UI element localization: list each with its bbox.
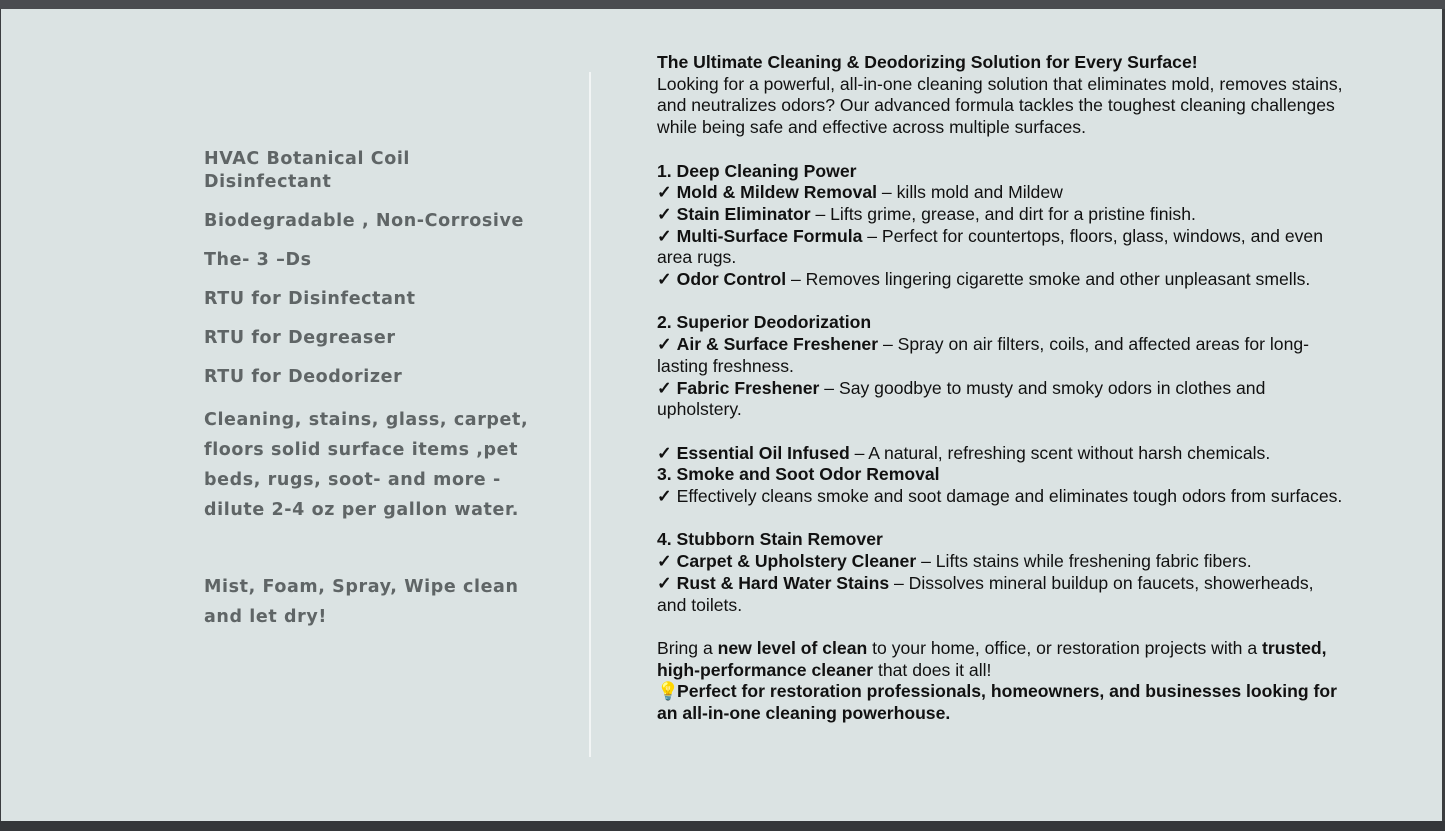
check-icon: ✓ — [657, 203, 672, 224]
lightbulb-icon: 💡 — [657, 681, 679, 702]
window-bottom-bar — [0, 821, 1445, 831]
description-intro: Looking for a powerful, all-in-one cleaning solution that eliminates mold, removes stains, and neutralizes odors? Our advanced formula tackles the toughest cleaning challenges while being safe and effective across multiple surfaces. — [657, 73, 1343, 138]
feature-item: ✓ Odor Control – Removes lingering cigarette smoke and other unpleasant smells. — [657, 269, 1311, 290]
feature-item: ✓ Fabric Freshener – Say goodbye to musty and smoky odors in clothes and upholstery. — [657, 377, 1266, 420]
summary-line-product: HVAC Botanical Coil Disinfectant — [204, 149, 411, 192]
summary-line-properties: Biodegradable , Non-Corrosive — [204, 211, 524, 231]
feature-item: ✓ Rust & Hard Water Stains – Dissolves mineral buildup on faucets, showerheads, and toilets. — [657, 572, 1314, 615]
left-summary-column — [204, 148, 544, 632]
right-description-column — [657, 52, 1347, 725]
check-icon: ✓ — [657, 269, 672, 290]
feature-item: ✓ Carpet & Upholstery Cleaner – Lifts stains while freshening fabric fibers. — [657, 551, 1252, 572]
section-heading-deodorization: 2. Superior Deodorization — [657, 312, 872, 333]
feature-item: ✓ Multi-Surface Formula – Perfect for countertops, floors, glass, windows, and even area rugs. — [657, 225, 1323, 268]
section-heading-deep-cleaning: 1. Deep Cleaning Power — [657, 160, 857, 181]
section-heading-smoke-soot: 3. Smoke and Soot Odor Removal — [657, 464, 940, 485]
check-icon: ✓ — [657, 486, 672, 507]
feature-item: ✓ Mold & Mildew Removal – kills mold and Mildew — [657, 182, 1063, 203]
summary-instructions: Mist, Foam, Spray, Wipe clean and let dry! — [204, 577, 519, 627]
check-icon: ✓ — [657, 377, 672, 398]
check-icon: ✓ — [657, 551, 672, 572]
summary-line-disinfectant: RTU for Disinfectant — [204, 289, 416, 309]
summary-line-three-ds: The- 3 –Ds — [204, 250, 312, 270]
summary-line-deodorizer: RTU for Deodorizer — [204, 367, 403, 387]
feature-item: ✓ Stain Eliminator – Lifts grime, grease, and dirt for a pristine finish. — [657, 203, 1196, 224]
check-icon: ✓ — [657, 442, 672, 463]
column-divider — [589, 72, 591, 757]
feature-item: ✓ Air & Surface Freshener – Spray on air filters, coils, and affected areas for long-lasting freshness. — [657, 334, 1310, 376]
check-icon: ✓ — [657, 182, 672, 203]
summary-usage: Cleaning, stains, glass, carpet, floors solid surface items ,pet beds, rugs, soot- and more -dilute 2-4 oz per gallon water. — [204, 410, 529, 520]
document-page — [1, 9, 1442, 821]
description-title: The Ultimate Cleaning & Deodorizing Solution for Every Surface! — [657, 52, 1198, 72]
summary-line-degreaser: RTU for Degreaser — [204, 328, 396, 348]
window-top-bar — [0, 0, 1445, 9]
check-icon: ✓ — [657, 572, 672, 593]
check-icon: ✓ — [657, 225, 672, 246]
section-heading-stain-remover: 4. Stubborn Stain Remover — [657, 529, 883, 550]
closing-highlight: 💡Perfect for restoration professionals, homeowners, and businesses looking for an all-in-one cleaning powerhouse. — [657, 681, 1337, 724]
feature-item: ✓ Effectively cleans smoke and soot damage and eliminates tough odors from surfaces. — [657, 486, 1343, 507]
check-icon: ✓ — [657, 334, 672, 355]
closing-statement: Bring a new level of clean to your home, office, or restoration projects with a trusted, high-performance cleaner that does it all! — [657, 637, 1327, 680]
feature-item-essential-oil: ✓ Essential Oil Infused – A natural, refreshing scent without harsh chemicals. — [657, 442, 1271, 463]
